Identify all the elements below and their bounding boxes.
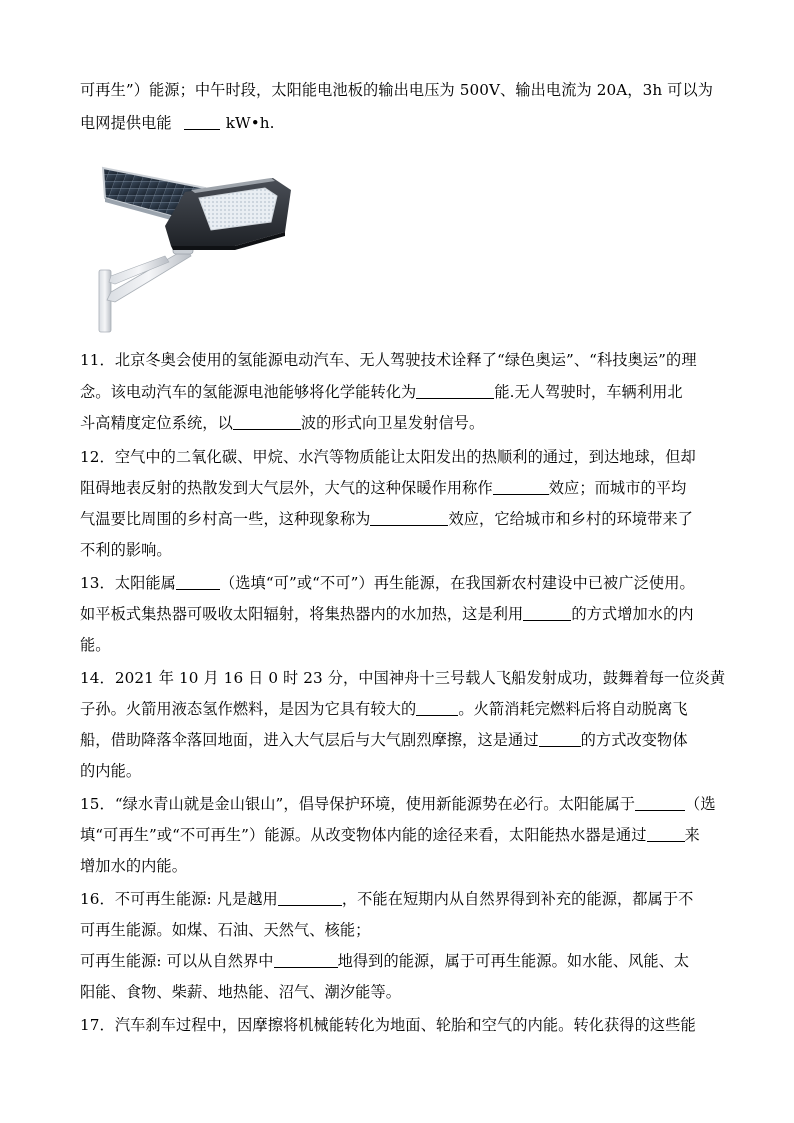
mounting-arm <box>99 240 193 332</box>
text-line: 15．“绿水青山就是金山银山”，倡导保护环境，使用新能源势在必行。太阳能属于 （选 <box>80 795 716 813</box>
text-line: 17．汽车刹车过程中，因摩擦将机械能转化为地面、轮胎和空气的内能。转化获得的这些能 <box>80 1016 696 1034</box>
text-line: 16．不可再生能源: 凡是越用 ，不能在短期内从自然界得到补充的能源，都属于不 <box>80 890 694 908</box>
text-line: 电网提供电能 kW•h. <box>80 114 275 132</box>
text-line: 子孙。火箭用液态氢作燃料，是因为它具有较大的 。火箭消耗完燃料后将自动脱离飞 <box>80 700 688 718</box>
text-line: 可再生”）能源；中午时段，太阳能电池板的输出电压为 500V、输出电流为 20A，3h 可以为 <box>80 81 714 99</box>
answer-blank[interactable] <box>233 415 301 430</box>
answer-blank[interactable] <box>539 732 581 747</box>
solar-street-light-image <box>95 160 295 335</box>
answer-blank[interactable] <box>647 827 685 842</box>
text-line: 气温要比周围的乡村高一些，这种现象称为 效应，它给城市和乡村的环境带来了 <box>80 510 694 528</box>
text-line: 11．北京冬奥会使用的氢能源电动汽车、无人驾驶技术诠释了“绿色奥运”、“科技奥运”的理 <box>80 351 697 369</box>
answer-blank[interactable] <box>635 796 685 811</box>
text-line: 阻碍地表反射的热散发到大气层外，大气的这种保暖作用称作 效应；而城市的平均 <box>80 479 687 497</box>
answer-blank[interactable] <box>274 953 338 968</box>
text-line: 斗高精度定位系统，以 波的形式向卫星发射信号。 <box>80 414 485 432</box>
text-line: 的内能。 <box>80 762 142 780</box>
text-line: 可再生能源: 可以从自然界中 地得到的能源，属于可再生能源。如水能、风能、太 <box>80 952 690 970</box>
text-line: 念。该电动汽车的氢能源电池能够将化学能转化为 能.无人驾驶时，车辆利用北 <box>80 383 683 401</box>
text-line: 不利的影响。 <box>80 541 172 559</box>
text-line: 可再生能源。如煤、石油、天然气、核能； <box>80 921 371 939</box>
text-line: 阳能、食物、柴薪、地热能、沼气、潮汐能等。 <box>80 983 402 1001</box>
text-line: 12．空气中的二氧化碳、甲烷、水汽等物质能让太阳发出的热顺利的通过，到达地球，但却 <box>80 448 696 466</box>
text-line: 增加水的内能。 <box>80 857 188 875</box>
answer-blank[interactable] <box>370 511 448 526</box>
text-line: 填“可再生”或“不可再生”）能源。从改变物体内能的途径来看，太阳能热水器是通过 来 <box>80 826 700 844</box>
text-line: 如平板式集热器可吸收太阳辐射，将集热器内的水加热，这是利用 的方式增加水的内 <box>80 605 694 623</box>
text-line: 船，借助降落伞落回地面，进入大气层后与大气剧烈摩擦，这是通过 的方式改变物体 <box>80 731 688 749</box>
answer-blank[interactable] <box>416 384 494 399</box>
answer-blank[interactable] <box>523 606 571 621</box>
text-line: 能。 <box>80 636 111 654</box>
answer-blank[interactable] <box>278 891 342 906</box>
text-line: 14．2021 年 10 月 16 日 0 时 23 分，中国神舟十三号载人飞船发射成功，鼓舞着每一位炎黄 <box>80 669 726 687</box>
answer-blank[interactable] <box>493 480 549 495</box>
text-line: 13．太阳能属 （选填“可”或“不可”）再生能源，在我国新农村建设中已被广泛使用。 <box>80 574 695 592</box>
answer-blank[interactable] <box>176 575 220 590</box>
answer-blank[interactable] <box>416 701 458 716</box>
answer-blank[interactable] <box>184 115 220 130</box>
